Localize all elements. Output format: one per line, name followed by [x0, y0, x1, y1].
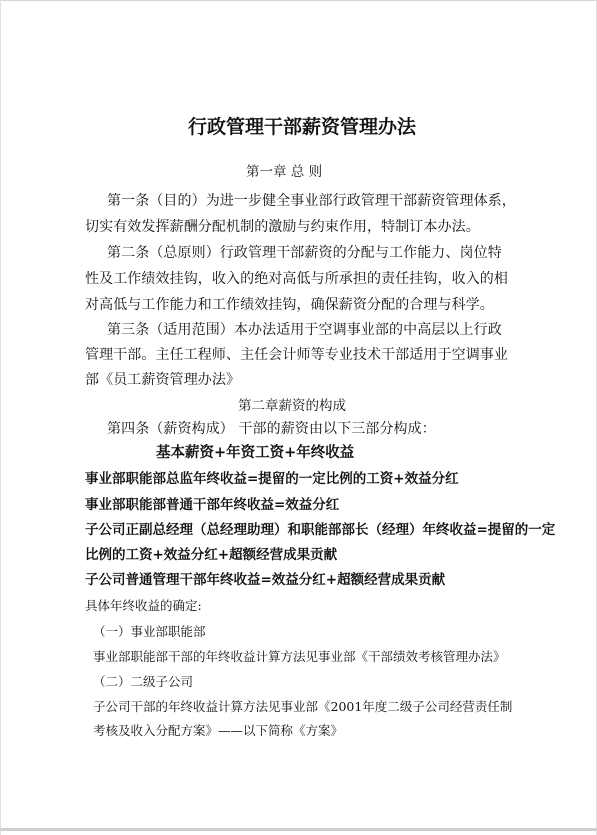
rule-subsidiary-ordinary: 子公司普通管理干部年终收益=效益分红+超额经营成果贡献 — [85, 572, 446, 588]
section2-text-line2: 考核及收入分配方案》——以下简称《方案》 — [93, 723, 344, 738]
rule-director: 事业部职能部总监年终收益=提留的一定比例的工资+效益分红 — [85, 471, 459, 487]
salary-formula: 基本薪资+年资工资+年终收益 — [156, 444, 355, 461]
section2-text-line1: 子公司干部的年终收益计算方法见事业部《2001年度二级子公司经营责任制 — [93, 699, 513, 714]
rule-subsidiary-managers-line2: 比例的工资+效益分红+超额经营成果贡献 — [85, 547, 338, 563]
page-border-bottom — [0, 828, 597, 831]
section2-heading: （二）二级子公司 — [93, 674, 194, 689]
section1-text: 事业部职能部干部的年终收益计算方法见事业部《干部绩效考核管理办法》 — [93, 649, 506, 664]
article4-text: 第四条（薪资构成） 干部的薪资由以下三部分构成： — [107, 421, 436, 437]
document-title: 行政管理干部薪资管理办法 — [188, 116, 417, 138]
chapter2-heading: 第二章薪资的构成 — [238, 398, 346, 414]
page-border-top — [0, 0, 597, 1]
article3-line2: 管理干部。主任工程师、主任会计师等专业技术干部适用于空调事业 — [85, 347, 508, 363]
article3-line3: 部《员工薪资管理办法》 — [85, 372, 241, 388]
rule-subsidiary-managers-line1: 子公司正副总经理（总经理助理）和职能部部长（经理）年终收益=提留的一定 — [85, 522, 556, 538]
article3-line1: 第三条（适用范围）本办法适用于空调事业部的中高层以上行政 — [107, 322, 502, 338]
rule-ordinary-cadre: 事业部职能部普通干部年终收益=效益分红 — [85, 497, 340, 513]
page-border-left — [0, 0, 1, 835]
article2-line3: 对高低与工作能力和工作绩效挂钩，确保薪资分配的合理与科学。 — [85, 297, 494, 313]
section1-heading: （一）事业部职能部 — [93, 624, 206, 639]
article1-line1: 第一条（目的）为进一步健全事业部行政管理干部薪资管理体系， — [107, 193, 516, 209]
chapter1-heading: 第一章 总 则 — [246, 164, 323, 180]
detail-intro: 具体年终收益的确定: — [85, 598, 202, 613]
article2-line2: 性及工作绩效挂钩，收入的绝对高低与所承担的责任挂钩，收入的相 — [85, 271, 508, 287]
article1-line2: 切实有效发挥薪酬分配机制的激励与约束作用，特制订本办法。 — [85, 219, 480, 235]
article2-line1: 第二条（总原则）行政管理干部薪资的分配与工作能力、岗位特 — [107, 245, 502, 261]
